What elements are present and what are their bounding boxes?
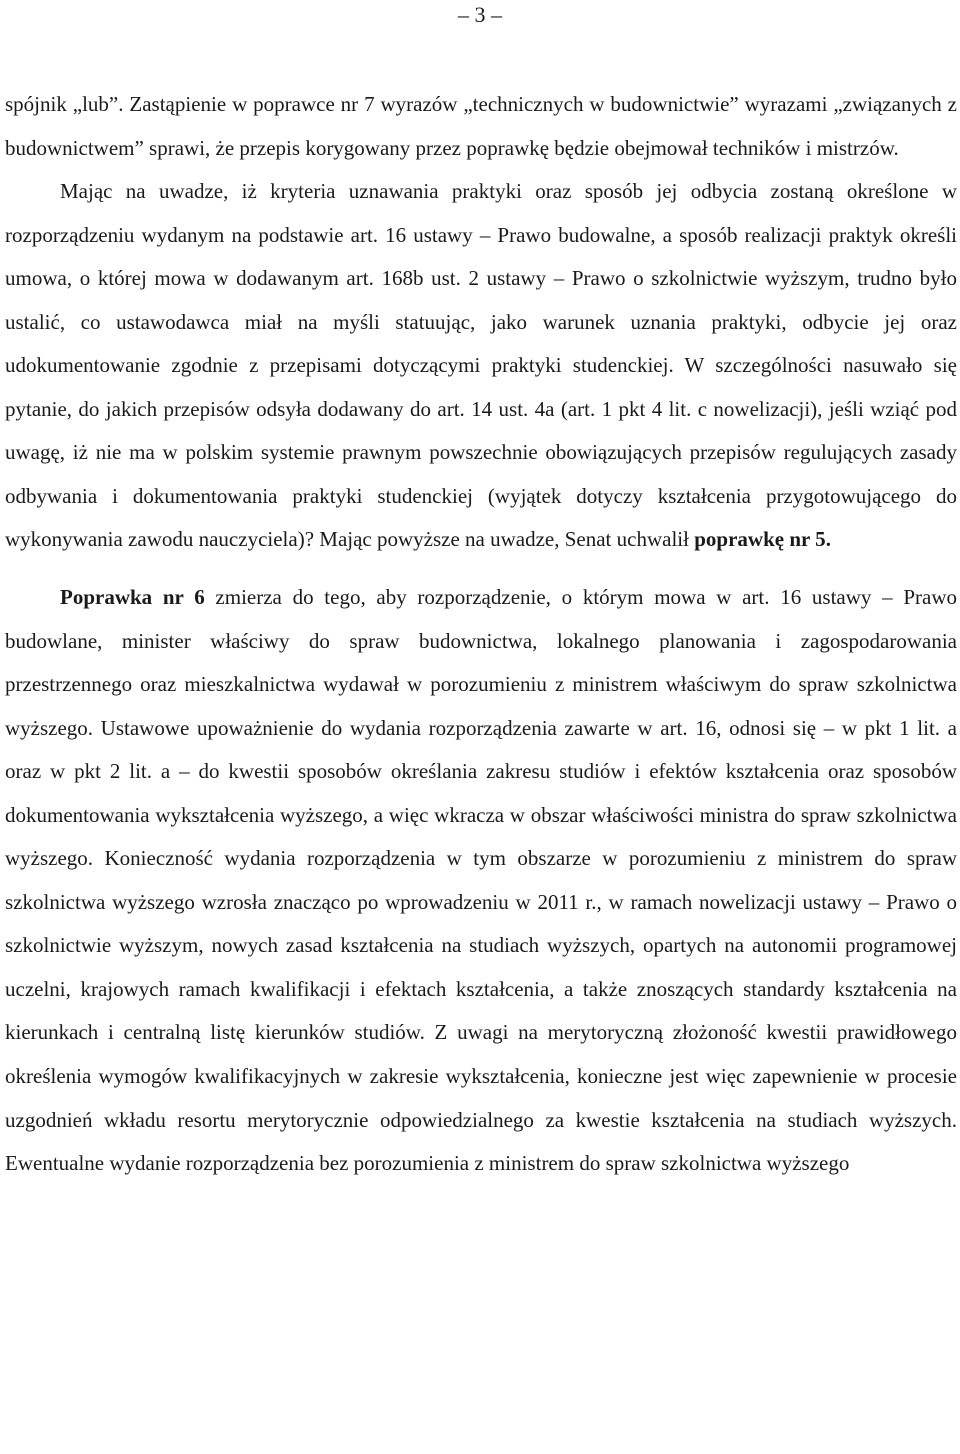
page-number: – 3 – xyxy=(458,2,502,27)
document-body xyxy=(5,83,957,1186)
text-segment: Mając na uwadze, iż kryteria uznawania praktyki oraz sposób jej odbycia zostaną określone w rozporządzeniu wydanym na podstawie art. 16 ustawy – Prawo budowalne, a sposób realizacji praktyk określi umowa, o której mowa w dodawanym art. 168b ust. 2 ustawy – Prawo o szkolnictwie wyższym, trudno było ustalić, co ustawodawca miał na myśli statuując, jako warunek uznania praktyki, odbycie jej oraz udokumentowanie zgodnie z przepisami dotyczącymi praktyki studenckiej. W szczególności nasuwało się pytanie, do jakich przepisów odsyła dodawany do art. 14 ust. 4a (art. 1 pkt 4 lit. c nowelizacji), jeśli wziąć pod uwagę, iż nie ma w polskim systemie prawnym powszechnie obowiązujących przepisów regulujących zasady odbywania i dokumentowania praktyki studenckiej (wyjątek dotyczy kształcenia przygotowującego do wykonywania zawodu nauczyciela)? Mając powyższe na uwadze, Senat uchwalił xyxy=(5,179,957,552)
bold-reference: Poprawka nr 6 xyxy=(60,585,205,610)
text-segment: . xyxy=(825,527,831,552)
text-segment: zmierza do tego, aby rozporządzenie, o którym mowa w art. 16 ustawy – Prawo budowlane, minister właściwy do spraw budownictwa, lokalnego planowania i zagospodarowania przestrzennego oraz mieszkalnictwa wydawał w porozumieniu z ministrem właściwym do spraw szkolnictwa wyższego. Ustawowe upoważnienie do wydania rozporządzenia zawarte w art. 16, odnosi się – w pkt 1 lit. a oraz w pkt 2 lit. a – do kwestii sposobów określania zakresu studiów i efektów kształcenia oraz sposobów dokumentowania wykształcenia wyższego, a więc wkracza w obszar właściwości ministra do spraw szkolnictwa wyższego. Konieczność wydania rozporządzenia w tym obszarze w porozumieniu z ministrem do spraw szkolnictwa wyższego wzrosła znacząco po wprowadzeniu w 2011 r., w ramach nowelizacji ustawy – Prawo o szkolnictwie wyższym, nowych zasad kształcenia na studiach wyższych, opartych na autonomii programowej uczelni, krajowych ramach kwalifikacji i efektach kształcenia, a także znoszących standardy kształcenia na kierunkach i centralną listę kierunków studiów. Z uwagi na merytoryczną złożoność kwestii prawidłowego określenia wymogów kwalifikacyjnych w zakresie wykształcenia, konieczne jest więc zapewnienie w procesie uzgodnień wkładu resortu merytorycznie odpowiedzialnego za kwestie kształcenia na studiach wyższych. Ewentualne wydanie rozporządzenia bez porozumienia z ministrem do spraw szkolnictwa wyższego xyxy=(5,585,957,1176)
paragraph xyxy=(5,83,957,170)
paragraph xyxy=(5,576,957,1186)
bold-reference: poprawkę nr 5 xyxy=(694,527,826,552)
text-segment: spójnik „lub”. Zastąpienie w poprawce nr 7 wyrazów „technicznych w budownictwie” wyrazami „związanych z budownictwem” sprawi, że przepis korygowany przez poprawkę będzie obejmował techników i mistrzów. xyxy=(5,92,957,160)
paragraph xyxy=(5,170,957,562)
